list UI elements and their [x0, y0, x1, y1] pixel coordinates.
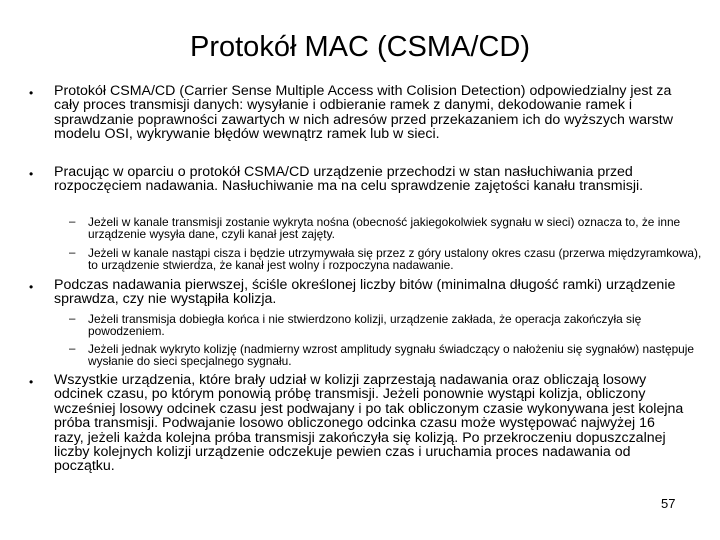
sub-bullet-marker: –	[69, 216, 76, 228]
sub-bullet-marker: –	[69, 247, 76, 259]
sub-bullet-marker: –	[69, 313, 76, 325]
sub-bullet-text: Jeżeli jednak wykryto kolizję (nadmierny wzrost amplitudy sygnału świadczący o nałożeniu się sygnałów) następuje wysłanie do sieci specjalnego sygnału.	[88, 342, 695, 368]
slide-title: Protokół MAC (CSMA/CD)	[190, 31, 530, 63]
bullet-marker: •	[29, 375, 34, 389]
bullet-marker: •	[29, 280, 34, 294]
sub-bullet-text: Jeżeli w kanale transmisji zostanie wykryta nośna (obecność jakiegokolwiek sygnału w sieci) oznacza to, że inne urządzenie wysyła dane, czyli kanał jest zajęty.	[88, 215, 681, 241]
bullet-text: Pracując w oparciu o protokół CSMA/CD urządzenie przechodzi w stan nasłuchiwania przed rozpoczęciem nadawania. Nasłuchiwanie ma na celu sprawdzenie zajętości kanału transmisji.	[54, 164, 644, 195]
bullet-marker: •	[29, 167, 34, 181]
sub-bullet-marker: –	[69, 343, 76, 355]
sub-bullet-text: Jeżeli transmisja dobiegła końca i nie stwierdzono kolizji, urządzenie zakłada, że operacja zakończyła się powodzeniem.	[88, 312, 642, 338]
bullet-text: Protokół CSMA/CD (Carrier Sense Multiple Access with Colision Detection) odpowiedzialny jest za cały proces transmisji danych: wysyłanie i odbieranie ramek z danymi, dekodowanie ramek i sprawdzanie poprawności zawartych w nich adresów przed przekazaniem ich do wyższych warstw modelu OSI, wykrywanie błędów wewnątrz ramek lub w sieci.	[54, 83, 673, 143]
sub-bullet-text: Jeżeli w kanale nastąpi cisza i będzie utrzymywała się przez z góry ustalony okres czasu (przerwa międzyramkowa), to urządzenie stwierdza, że kanał jest wolny i rozpoczyna nadawanie.	[88, 246, 702, 272]
page-number: 57	[661, 496, 676, 511]
bullet-marker: •	[29, 86, 34, 100]
bullet-text: Podczas nadawania pierwszej, ściśle określonej liczby bitów (minimalna długość ramki) urządzenie sprawdza, czy nie wystąpiła kolizja.	[54, 277, 676, 308]
bullet-text: Wszystkie urządzenia, które brały udział w kolizji zaprzestają nadawania oraz obliczają losowy odcinek czasu, po którym ponowią próbę transmisji. Jeżeli ponownie wystąpi kolizja, obliczony wcześniej losowy odcinek czasu jest podwajany i po tak obliczonym czasie wykonywana jest kolejna próba transmisji. Podwajanie losowo obliczonego odcinka czasu może występować najwyżej 16 razy, jeżeli każda kolejna próba transmisji zakończyła się kolizją. Po przekroczeniu dopuszczalnej liczby kolejnych kolizji urządzenie odczekuje pewien czas i uruchamia proces nadawania od początku.	[54, 372, 684, 475]
